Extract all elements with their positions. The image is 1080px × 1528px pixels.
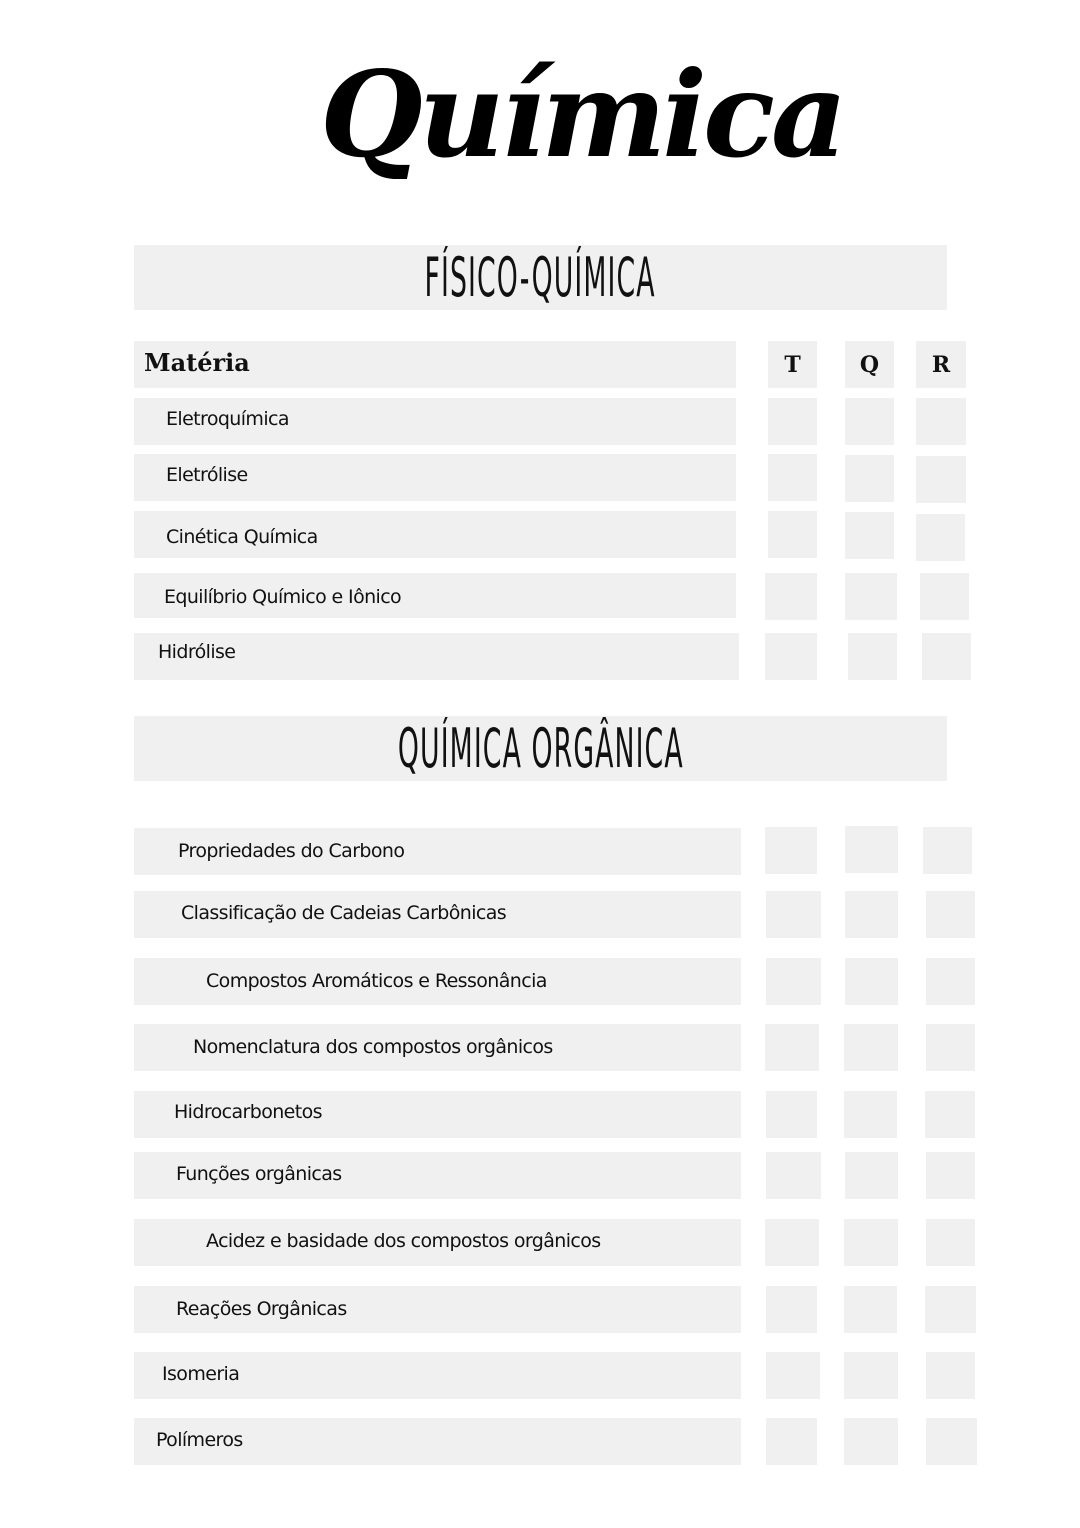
column-header-r: R <box>916 341 966 388</box>
checkbox-q[interactable] <box>844 1091 897 1138</box>
row-label: Reações Orgânicas <box>176 1298 347 1320</box>
checkbox-t[interactable] <box>766 958 821 1005</box>
section-heading-text: QUÍMICA ORGÂNICA <box>397 717 684 780</box>
checkbox-q[interactable] <box>845 573 897 620</box>
checkbox-q[interactable] <box>845 958 898 1005</box>
subject-column-header: Matéria <box>144 348 250 377</box>
checkbox-q[interactable] <box>844 1024 898 1071</box>
row-label: Classificação de Cadeias Carbônicas <box>181 902 507 924</box>
checkbox-t[interactable] <box>768 511 817 558</box>
checkbox-q[interactable] <box>844 1286 897 1333</box>
checkbox-r[interactable] <box>926 891 975 938</box>
row-label: Compostos Aromáticos e Ressonância <box>206 970 547 992</box>
checkbox-t[interactable] <box>766 1286 817 1333</box>
row-label: Nomenclatura dos compostos orgânicos <box>193 1036 553 1058</box>
section-heading-fisico-quimica <box>134 245 947 310</box>
checkbox-r[interactable] <box>926 1418 977 1465</box>
checkbox-q[interactable] <box>844 1219 898 1266</box>
checkbox-q[interactable] <box>845 455 894 502</box>
checkbox-t[interactable] <box>765 1219 819 1266</box>
checkbox-r[interactable] <box>925 1286 976 1333</box>
checkbox-q[interactable] <box>845 512 894 559</box>
row-label: Funções orgânicas <box>176 1163 342 1185</box>
row-label: Propriedades do Carbono <box>178 840 405 862</box>
checkbox-r[interactable] <box>925 1091 975 1138</box>
checkbox-r[interactable] <box>920 573 969 620</box>
checkbox-q[interactable] <box>845 398 894 445</box>
checkbox-t[interactable] <box>765 827 817 874</box>
checkbox-q[interactable] <box>844 1352 898 1399</box>
row-label: Eletroquímica <box>166 408 289 430</box>
page-title: Química <box>320 45 844 184</box>
checkbox-t[interactable] <box>766 1152 821 1199</box>
row-label: Acidez e basidade dos compostos orgânicos <box>206 1230 601 1252</box>
column-header-t: T <box>768 341 817 388</box>
checkbox-r[interactable] <box>926 958 975 1005</box>
row-label: Hidrocarbonetos <box>174 1101 322 1123</box>
checkbox-r[interactable] <box>926 1024 975 1071</box>
checkbox-t[interactable] <box>766 1352 820 1399</box>
checkbox-r[interactable] <box>922 633 971 680</box>
checkbox-r[interactable] <box>926 1152 975 1199</box>
checkbox-t[interactable] <box>765 633 817 680</box>
checkbox-r[interactable] <box>916 514 965 561</box>
checkbox-q[interactable] <box>845 826 898 873</box>
checkbox-q[interactable] <box>845 1152 898 1199</box>
checkbox-q[interactable] <box>848 633 897 680</box>
checkbox-r[interactable] <box>923 827 972 874</box>
section-heading-text: FÍSICO-QUÍMICA <box>424 246 657 309</box>
row-label: Cinética Química <box>166 526 318 548</box>
row-label: Equilíbrio Químico e Iônico <box>164 586 402 608</box>
row-label: Eletrólise <box>166 464 248 486</box>
checkbox-t[interactable] <box>768 398 817 445</box>
section-heading-quimica-organica <box>134 716 947 781</box>
checkbox-q[interactable] <box>844 1418 898 1465</box>
checkbox-t[interactable] <box>768 454 817 501</box>
checkbox-r[interactable] <box>916 456 966 503</box>
row-label: Hidrólise <box>158 641 236 663</box>
checkbox-t[interactable] <box>765 1024 819 1071</box>
row-label: Isomeria <box>162 1363 240 1385</box>
checkbox-r[interactable] <box>916 398 966 445</box>
checkbox-t[interactable] <box>765 573 817 620</box>
checkbox-t[interactable] <box>766 891 821 938</box>
checkbox-r[interactable] <box>926 1219 975 1266</box>
column-header-q: Q <box>845 341 894 388</box>
checkbox-t[interactable] <box>766 1418 817 1465</box>
checkbox-q[interactable] <box>845 891 898 938</box>
row-label: Polímeros <box>156 1429 243 1451</box>
checkbox-r[interactable] <box>926 1352 975 1399</box>
checkbox-t[interactable] <box>766 1091 817 1138</box>
